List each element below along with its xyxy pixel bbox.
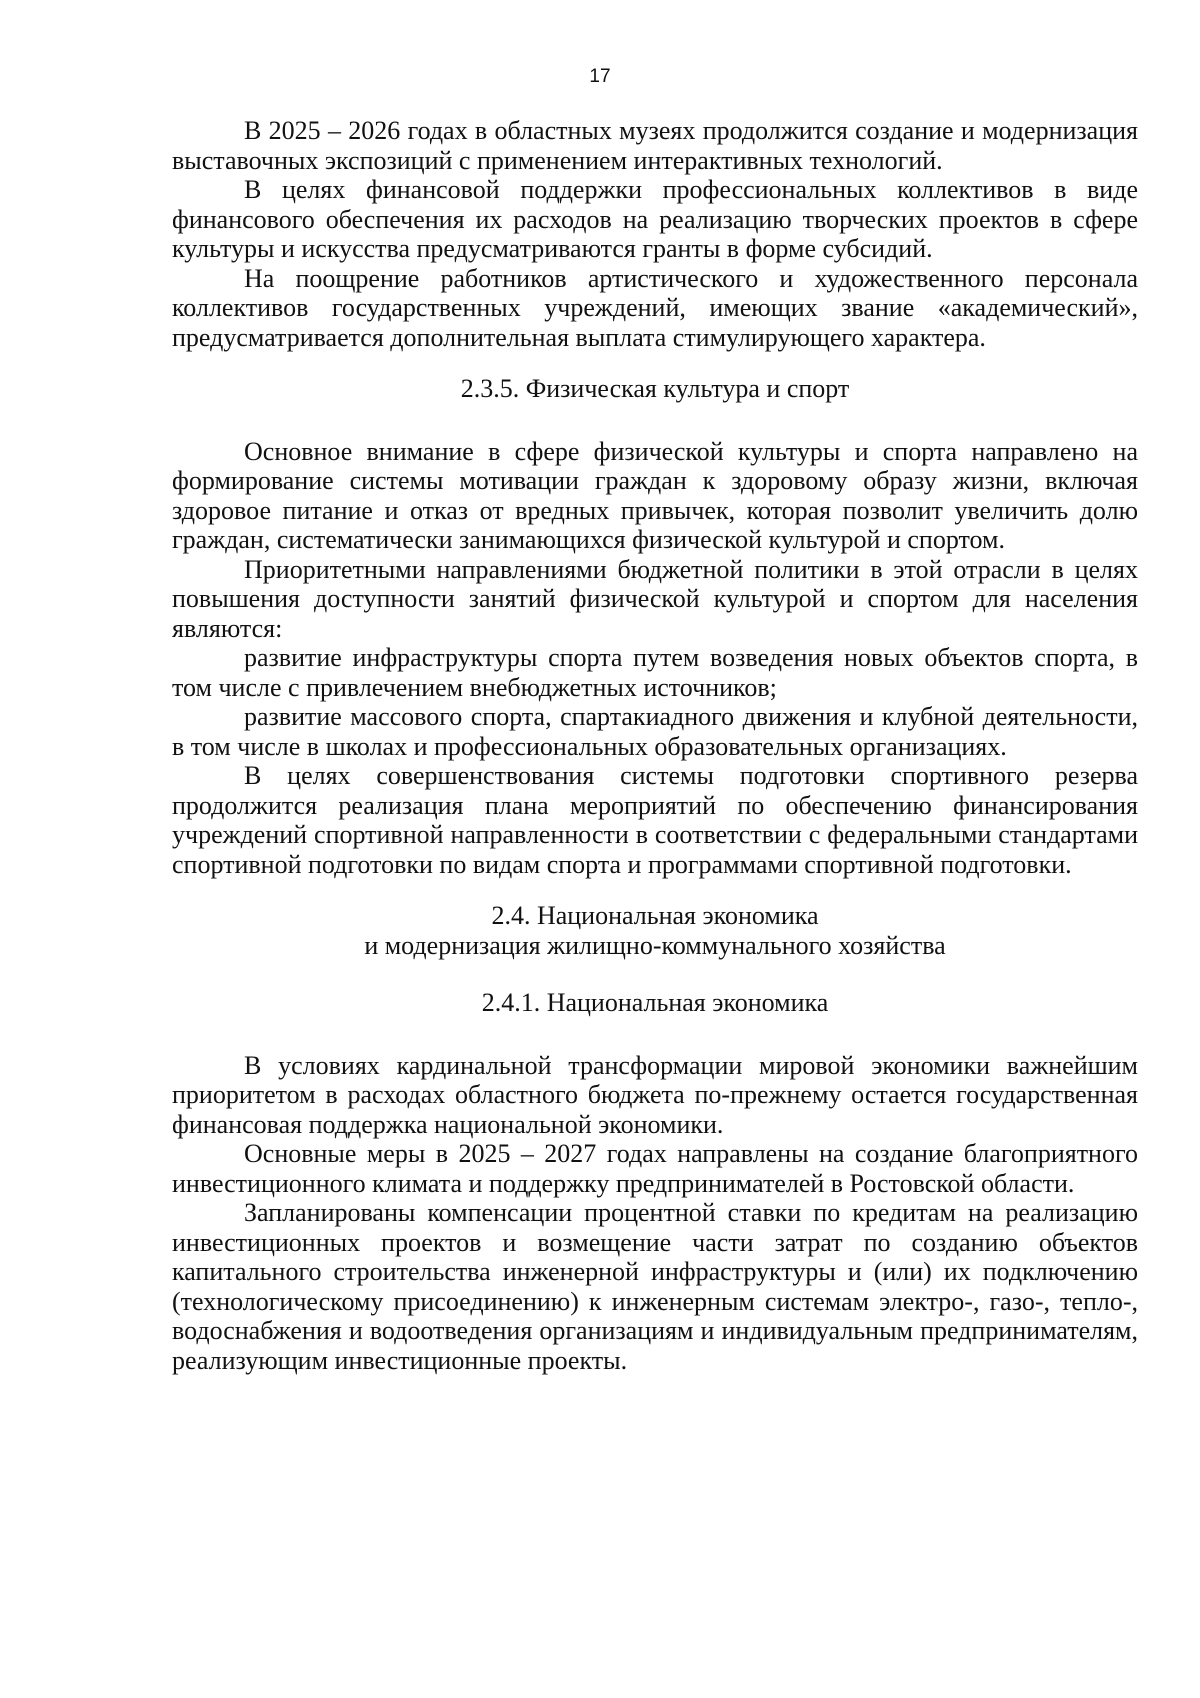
- paragraph-economy-priority: В условиях кардинальной трансформации мировой экономики важнейшим приоритетом в расходах областного бюджета по-прежнему остается государственная финансовая поддержка национальной экономики.: [172, 1050, 1138, 1139]
- paragraph-compensation: Запланированы компенсации процентной ставки по кредитам на реализацию инвестиционных проектов и возмещение части затрат по созданию объектов капитального строительства инженерной инфраструктуры и (или) их подключению (технологическому присоединению) к инженерным системам электро-, газо-, тепло-, водоснабжения и водоотведения организациям и индивидуальным предпринимателям, реализующим инвестиционные проекты.: [172, 1198, 1138, 1375]
- spacer: [172, 1018, 1138, 1051]
- paragraph-sport-reserve: В целях совершенствования системы подготовки спортивного резерва продолжится реализация плана мероприятий по обеспечению финансирования учреждений спортивной направленности в соответствии с федеральными стандартами спортивной подготовки по видам спорта и программами спортивной подготовки.: [172, 761, 1138, 879]
- paragraph-grants: В целях финансовой поддержки профессиональных коллективов в виде финансового обеспечения их расходов на реализацию творческих проектов в сфере культуры и искусства предусматриваются гранты в форме субсидий.: [172, 175, 1138, 263]
- paragraph-infrastructure: развитие инфраструктуры спорта путем возведения новых объектов спорта, в том числе с привлечением внебюджетных источников;: [172, 643, 1138, 702]
- spacer: [172, 404, 1138, 437]
- paragraph-investment-climate: Основные меры в 2025 – 2027 годах направлены на создание благоприятного инвестиционного климата и поддержку предпринимателей в Ростовской области.: [172, 1139, 1138, 1198]
- spacer: [172, 960, 1138, 988]
- paragraph-mass-sport: развитие массового спорта, спартакиадного движения и клубной деятельности, в том числе в школах и профессиональных образовательных организациях.: [172, 702, 1138, 761]
- page-content: [172, 116, 1138, 1375]
- paragraph-incentive-payment: На поощрение работников артистического и художественного персонала коллективов государственных учреждений, имеющих звание «академический», предусматривается дополнительная выплата стимулирующего характера.: [172, 263, 1138, 352]
- paragraph-sport-focus: Основное внимание в сфере физической культуры и спорта направлено на формирование системы мотивации граждан к здоровому образу жизни, включая здоровое питание и отказ от вредных привычек, которая позволит увеличить долю граждан, систематически занимающихся физической культурой и спортом.: [172, 436, 1138, 554]
- section-heading-2-4-line2: и модернизация жилищно-коммунального хозяйства: [364, 930, 946, 960]
- page-number: 17: [589, 66, 611, 87]
- paragraph-sport-priorities: Приоритетными направлениями бюджетной политики в этой отрасли в целях повышения доступности занятий физической культурой и спортом для населения являются:: [172, 554, 1138, 643]
- spacer: [172, 879, 1138, 901]
- section-heading-2-4-1: 2.4.1. Национальная экономика: [481, 988, 829, 1017]
- section-heading-2-3-5: 2.3.5. Физическая культура и спорт: [460, 374, 850, 403]
- section-heading-2-4-line1: 2.4. Национальная экономика: [491, 901, 819, 930]
- spacer: [172, 352, 1138, 374]
- paragraph-museums: В 2025 – 2026 годах в областных музеях продолжится создание и модернизация выставочных экспозиций с применением интерактивных технологий.: [172, 116, 1138, 175]
